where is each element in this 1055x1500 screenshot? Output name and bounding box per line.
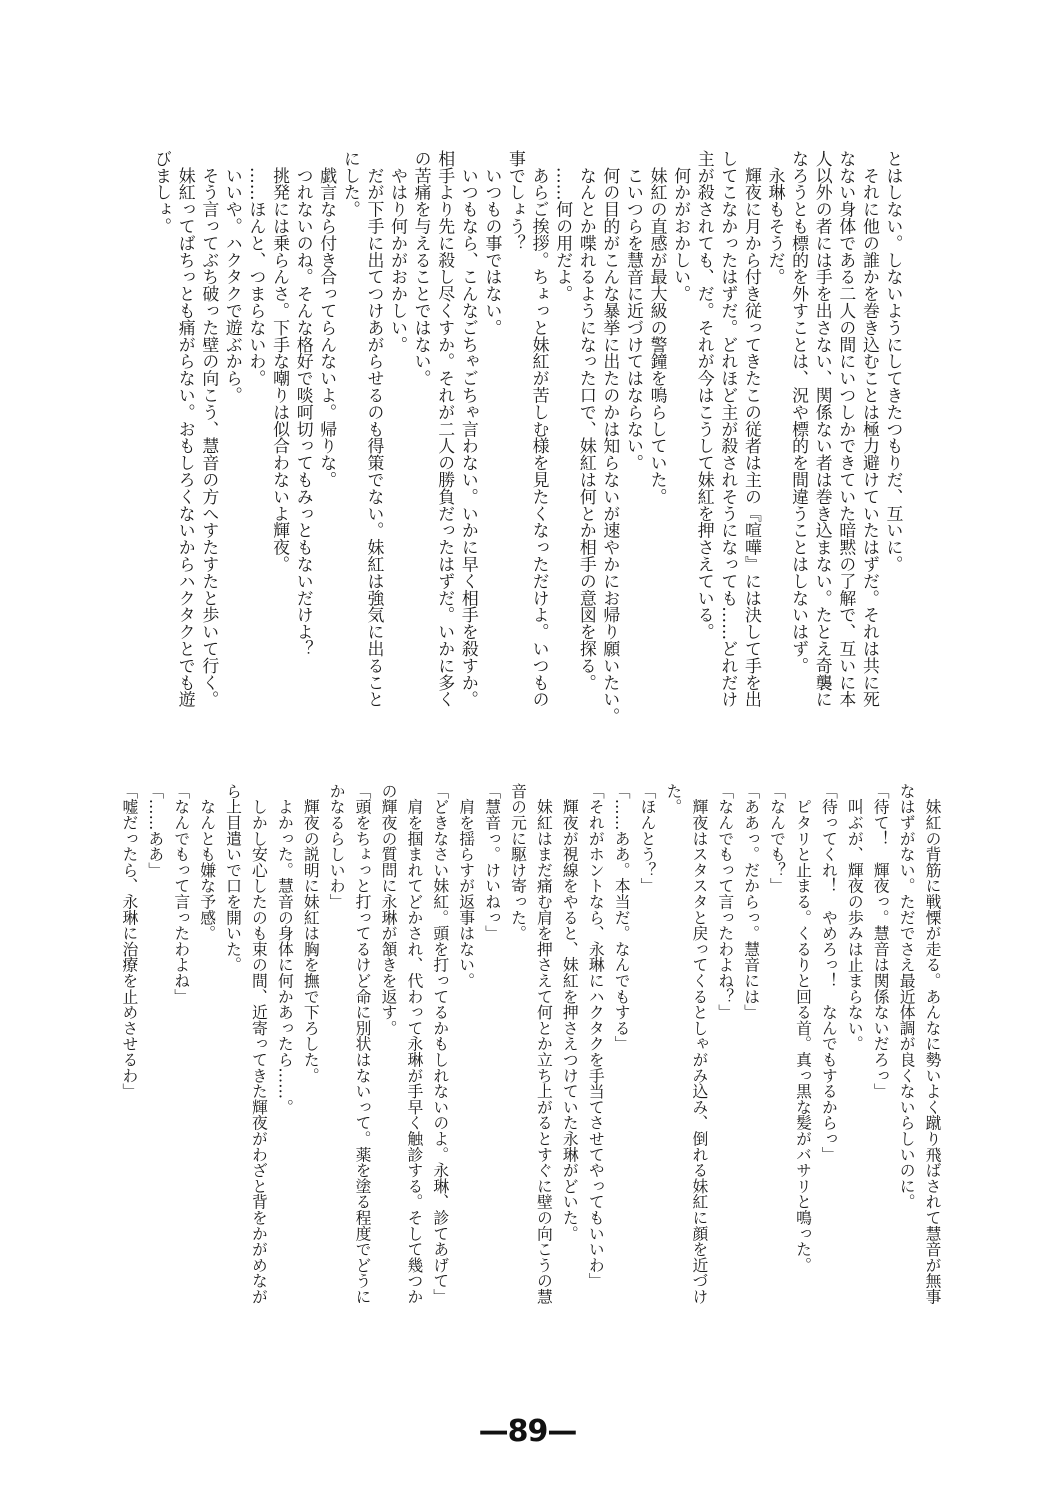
text-line: 妹紅ってばちっとも痛がらない。おもしろくないからハクタクとでも遊	[176, 150, 197, 708]
text-line: なんとも嫌な予感。	[197, 783, 217, 941]
text-line: 輝夜が視線をやると、妹紅を押さえつけていた永琳がどいた。	[560, 783, 580, 1242]
text-line: 肩を掴まれてどかされ、代わって永琳が手早く触診する。そして幾つか	[404, 783, 424, 1305]
text-line: 相手より先に殺し尽くすか。それが二人の勝負だったはずだ。いかに多く	[435, 150, 456, 708]
text-line: 音の元に駆け寄った。	[508, 783, 528, 941]
text-line: いつもの事ではない。	[482, 150, 503, 336]
text-line: 叫ぶが、輝夜の歩みは止まらない。	[845, 783, 865, 1052]
text-line: の苦痛を与えることではない。	[412, 150, 433, 387]
text-line: そう言ってぶち破った壁の向こう、慧音の方へすたすたと歩いて行く。	[199, 150, 220, 708]
text-line: 「それがホントなら、永琳にハクタクを手当てさせてやってもいいわ」	[586, 783, 606, 1289]
text-line: かなるらしいわ」	[327, 783, 347, 910]
text-line: なんとか喋れるようになった口で、妹紅は何とか相手の意図を探る。	[577, 150, 598, 691]
text-line: しかし安心したのも束の間、近寄ってきた輝夜がわざと背をかがめなが	[249, 783, 269, 1305]
text-line: 「頭をちょっと打ってるけど命に別状はないって。薬を塗る程度でどうに	[353, 783, 373, 1305]
text-line: 人以外の者には手を出さない、関係ない者は巻き込まない。たとえ奇襲に	[813, 150, 834, 708]
text-line: 「待て！ 輝夜っ。慧音は関係ないだろっ」	[871, 783, 891, 1099]
text-line: 輝夜に月から付き従ってきたこの従者は主の『喧嘩』には決して手を出	[742, 150, 763, 708]
text-line: 「なんでもって言ったわよね？」	[715, 783, 735, 1020]
text-line: とはしない。しないようにしてきたつもりだ、互いに。	[884, 150, 904, 573]
text-line: 妹紅の背筋に戦慄が走る。あんなに勢いよく蹴り飛ばされて慧音が無事	[923, 783, 942, 1305]
text-line: ……ほんと、つまらないわ。	[246, 150, 267, 387]
text-block-top	[150, 150, 905, 725]
text-line: 挑発には乗らんさ。下手な嘲りは似合わないよ輝夜。	[270, 150, 291, 573]
text-line: びましょ。	[152, 150, 173, 235]
text-line: 「どきなさい妹紅。頭を打ってるかもしれないのよ。永琳、診てあげて」	[430, 783, 450, 1305]
text-line: こいつらを慧音に近づけてはならない。	[624, 150, 645, 472]
text-line: 輝夜の説明に妹紅は胸を撫で下ろした。	[301, 783, 321, 1084]
text-line: 永琳もそうだ。	[766, 150, 787, 286]
text-line: 輝夜はスタスタと戻ってくるとしゃがみ込み、倒れる妹紅に顔を近づけ	[689, 783, 709, 1305]
text-line: 「慧音っ。けいねっ」	[482, 783, 502, 941]
text-line: いつもなら、こんなごちゃごちゃ言わない。いかに早く相手を殺すか。	[459, 150, 480, 708]
text-line: してこなかったはずだ。どれほど主が殺されそうになっても……どれだけ	[718, 150, 739, 708]
text-line: あらご挨拶。ちょっと妹紅が苦しむ様を見たくなっただけよ。いつもの	[530, 150, 551, 708]
text-line: 妹紅の直感が最大級の警鐘を鳴らしていた。	[648, 150, 669, 505]
text-line: それに他の誰かを巻き込むことは極力避けていたはずだ。それは共に死	[860, 150, 881, 708]
text-line: ……何の用だよ。	[553, 150, 574, 303]
text-line: ら上目遣いで口を開いた。	[223, 783, 243, 973]
text-line: 「嘘だったら、永琳に治療を止めさせるわ」	[119, 783, 139, 1099]
text-line: よかった。慧音の身体に何かあったら……。	[275, 783, 295, 1115]
text-line: なろうとも標的を外すことは、況や標的を間違うことはしないはず。	[789, 150, 810, 674]
text-line: の輝夜の質問に永琳が頷きを返す。	[378, 783, 398, 1036]
text-line: 妹紅はまだ痛む肩を押さえて何とか立ち上がるとすぐに壁の向こうの慧	[534, 783, 554, 1305]
text-line: なはずがない。ただでさえ最近体調が良くないらしいのに。	[897, 783, 917, 1210]
text-line: 主が殺されても、だ。それが今はこうして妹紅を押さえている。	[695, 150, 716, 641]
text-line: 何の目的がこんな暴挙に出たのかは知らないが速やかにお帰り願いたい。	[600, 150, 621, 725]
text-line: 「……ああ。本当だ。なんでもする」	[612, 783, 632, 1052]
text-line: 肩を揺らすが返事はない。	[456, 783, 476, 989]
text-line: やはり何かがおかしい。	[388, 150, 409, 353]
text-line: 何かがおかしい。	[671, 150, 692, 303]
text-line: 「なんでも？」	[767, 783, 787, 894]
text-line: 事でしょう？	[506, 150, 527, 252]
text-line: 戯言なら付き合ってらんないよ。帰りな。	[317, 150, 338, 488]
text-line: た。	[663, 783, 683, 815]
text-line: 「……ああ」	[145, 783, 165, 878]
page-number: —89—	[478, 1414, 577, 1449]
text-line: なない身体である二人の間にいつしかできていた暗黙の了解で、互いに本	[836, 150, 857, 708]
text-line: つれないのね。そんな格好で啖呵切ってもみっともないだけよ？	[294, 150, 315, 657]
text-line: にした。	[341, 150, 362, 218]
text-line: ピタリと止まる。くるりと回る首。真っ黒な髪がバサリと鳴った。	[793, 783, 813, 1273]
text-line: 「待ってくれ！ やめろっ！ なんでもするからっ」	[819, 783, 839, 1163]
text-block-bottom	[116, 783, 945, 1304]
text-line: だが下手に出てつけあがらせるのも得策でない。妹紅は強気に出ること	[364, 150, 385, 708]
text-line: 「ほんとう？」	[638, 783, 658, 894]
text-line: いいや。ハクタクで遊ぶから。	[223, 150, 244, 404]
text-line: 「ああっ。だからっ。慧音には」	[741, 783, 761, 1020]
text-line: 「なんでもって言ったわよね」	[171, 783, 191, 1005]
